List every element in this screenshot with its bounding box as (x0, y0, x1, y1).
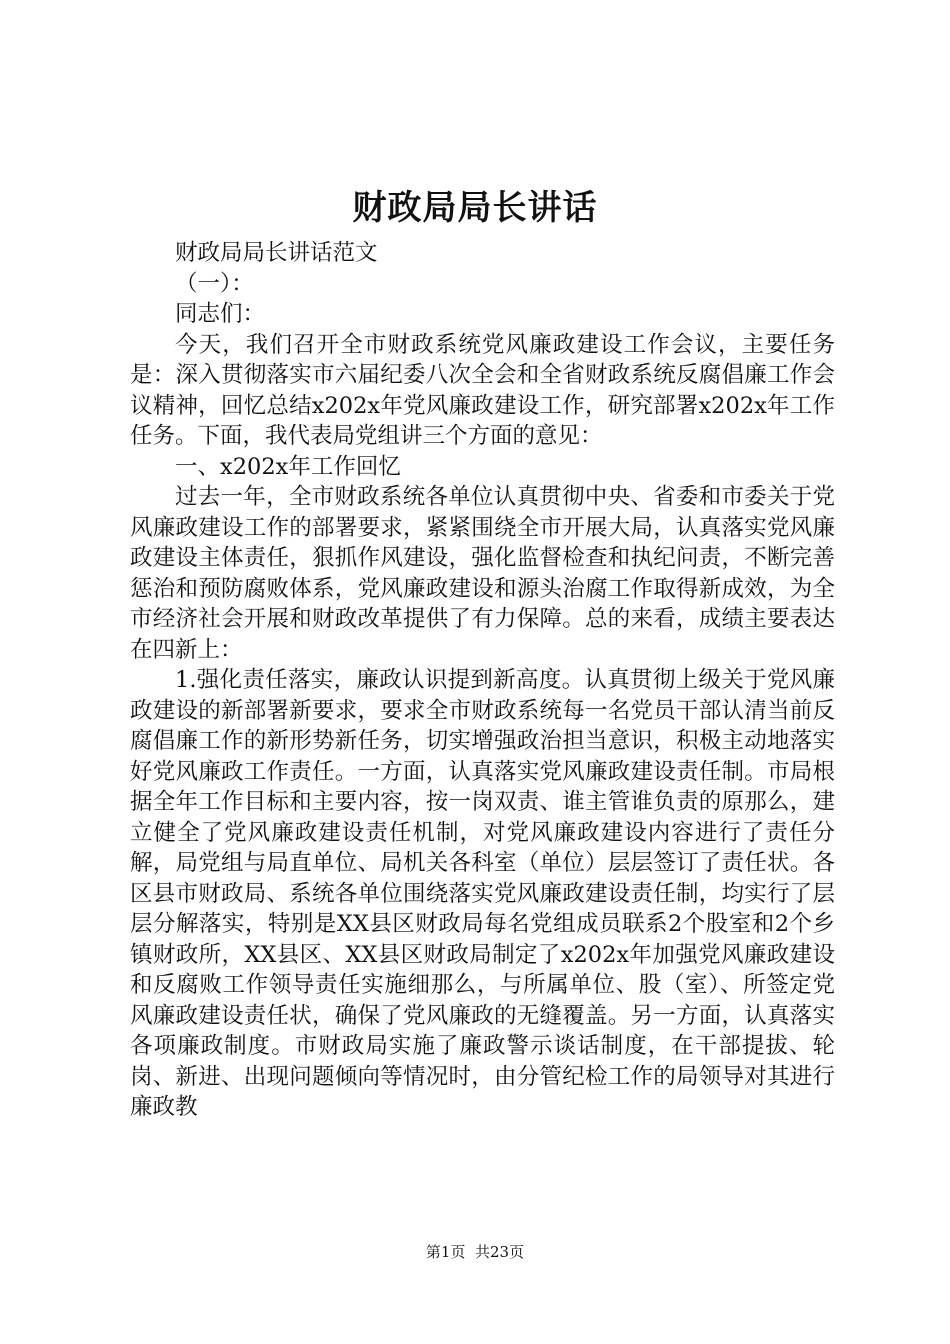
paragraph-subtitle: 财政局局长讲话范文 (175, 240, 378, 266)
page-number: 第1页 (425, 1243, 466, 1261)
page-total: 共23页 (475, 1243, 525, 1261)
document-title: 财政局局长讲话 (352, 188, 598, 228)
page-footer (0, 1242, 950, 1262)
document-body (130, 238, 835, 1123)
paragraph-salutation: 同志们： (175, 301, 266, 327)
paragraph-section-number: （一）： (175, 270, 254, 297)
footer-separator (465, 1243, 475, 1261)
paragraph-intro: 今天，我们召开全市财政系统党风廉政建设工作会议，主要任务是：深入贯彻落实市六届纪委八次全会和全省财政系统反腐倡廉工作会议精神，回忆总结x202x年党风廉政建设工作，研究部署x202x年工作任务。下面，我代表局党组讲三个方面的意见： (130, 331, 835, 449)
paragraph-point-one: 1.强化责任落实，廉政认识提到新高度。认真贯彻上级关于党风廉政建设的新部署新要求，要求全市财政系统每一名党员干部认清当前反腐倡廉工作的新形势新任务，切实增强政治担当意识，积极主动地落实好党风廉政工作责任。一方面，认真落实党风廉政建设责任制。市局根据全年工作目标和主要内容，按一岗双责、谁主管谁负责的原那么，建立健全了党风廉政建设责任机制，对党风廉政建设内容进行了责任分解，局党组与局直单位、局机关各科室（单位）层层签订了责任状。各区县市财政局、系统各单位围绕落实党风廉政建设责任制，均实行了层层分解落实，特别是XX县区财政局每名党组成员联系2个股室和2个乡镇财政所，XX县区、XX县区财政局制定了x202x年加强党风廉政建设和反腐败工作领导责任实施细那么，与所属单位、股（室）、所签定党风廉政建设责任状，确保了党风廉政的无缝覆盖。另一方面，认真落实各项廉政制度。市财政局实施了廉政警示谈话制度，在干部提拔、轮岗、新进、出现问题倾向等情况时，由分管纪检工作的局领导对其进行廉政教 (130, 667, 835, 1120)
paragraph-heading-review: 一、x202x年工作回忆 (175, 453, 401, 480)
paragraph-review-summary: 过去一年，全市财政系统各单位认真贯彻中央、省委和市委关于党风廉政建设工作的部署要求，紧紧围绕全市开展大局，认真落实党风廉政建设主体责任，狠抓作风建设，强化监督检查和执纪问责，不断完善惩治和预防腐败体系，党风廉政建设和源头治腐工作取得新成效，为全市经济社会开展和财政改革提供了有力保障。总的来看，成绩主要表达在四新上： (130, 484, 835, 663)
